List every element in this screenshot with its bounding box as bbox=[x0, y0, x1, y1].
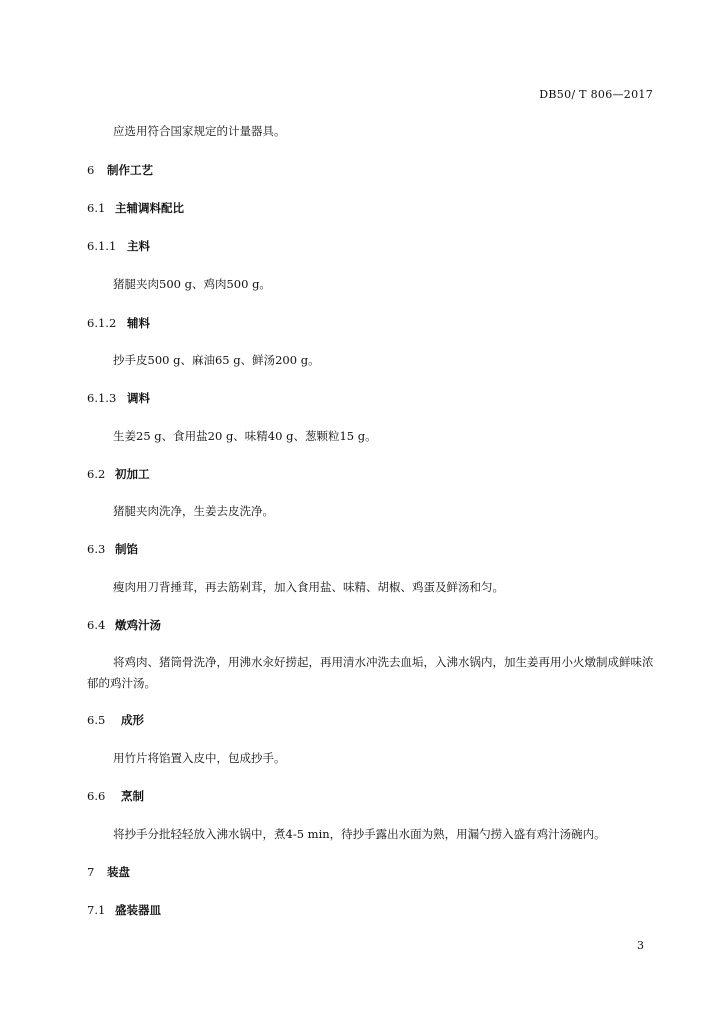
paragraph-auxiliary-ingredients: 抄手皮500 g、麻油65 g、鲜汤200 g。 bbox=[113, 353, 320, 367]
section-6-2-heading bbox=[87, 464, 660, 484]
section-7-heading bbox=[87, 862, 660, 882]
section-title: 初加工 bbox=[115, 467, 150, 481]
section-6-heading bbox=[87, 160, 660, 180]
section-number: 6.3 bbox=[87, 542, 106, 556]
section-title: 装盘 bbox=[107, 865, 130, 879]
section-number: 7 bbox=[87, 865, 95, 879]
section-title: 烹制 bbox=[121, 789, 144, 803]
section-title: 盛装器皿 bbox=[115, 903, 161, 917]
section-title: 燉鸡汁汤 bbox=[115, 618, 161, 632]
paragraph-filling: 瘦肉用刀背捶茸，再去筋剁茸，加入食用盐、味精、胡椒、鸡蛋及鲜汤和匀。 bbox=[113, 580, 504, 594]
section-6-3-heading bbox=[87, 539, 660, 559]
section-number: 6.1.1 bbox=[87, 239, 117, 253]
section-number: 6.2 bbox=[87, 467, 106, 481]
section-title: 制作工艺 bbox=[107, 163, 153, 177]
section-title: 成形 bbox=[121, 713, 144, 727]
section-6-1-3-heading bbox=[87, 388, 660, 408]
section-6-6-heading bbox=[87, 786, 660, 806]
paragraph-initial-processing: 猪腿夹肉洗净，生姜去皮洗净。 bbox=[113, 504, 274, 518]
section-number: 7.1 bbox=[87, 903, 106, 917]
section-title: 辅料 bbox=[127, 316, 150, 330]
document-number: DB50/ T 806—2017 bbox=[539, 88, 653, 101]
section-7-1-heading bbox=[87, 900, 660, 920]
paragraph-main-ingredients: 猪腿夹肉500 g、鸡肉500 g。 bbox=[113, 277, 271, 291]
section-6-4-heading bbox=[87, 615, 660, 635]
page-number: 3 bbox=[637, 939, 644, 952]
section-title: 调料 bbox=[127, 391, 150, 405]
section-6-1-heading bbox=[87, 198, 660, 218]
section-title: 主辅调料配比 bbox=[115, 201, 184, 215]
section-number: 6.6 bbox=[87, 789, 106, 803]
paragraph-seasonings: 生姜25 g、食用盐20 g、味精40 g、葱颗粒15 g。 bbox=[113, 429, 377, 443]
section-number: 6 bbox=[87, 163, 95, 177]
section-number: 6.5 bbox=[87, 713, 106, 727]
section-number: 6.1 bbox=[87, 201, 106, 215]
section-title: 主料 bbox=[127, 239, 150, 253]
section-number: 6.1.2 bbox=[87, 316, 117, 330]
section-6-5-heading bbox=[87, 710, 660, 730]
paragraph-measuring-tools: 应选用符合国家规定的计量器具。 bbox=[113, 124, 286, 138]
section-6-1-1-heading bbox=[87, 236, 660, 256]
section-number: 6.1.3 bbox=[87, 391, 117, 405]
paragraph-shaping: 用竹片将馅置入皮中，包成抄手。 bbox=[113, 751, 286, 765]
paragraph-cooking: 将抄手分批轻轻放入沸水锅中，煮4-5 min，待抄手露出水面为熟，用漏勺捞入盛有鸡汁汤碗内。 bbox=[113, 827, 606, 841]
section-title: 制馅 bbox=[115, 542, 138, 556]
section-6-1-2-heading bbox=[87, 313, 660, 333]
section-number: 6.4 bbox=[87, 618, 106, 632]
paragraph-chicken-soup: 将鸡肉、猪筒骨洗净，用沸水汆好捞起，再用清水冲洗去血垢，入沸水锅内，加生姜再用小火燉制成鲜味浓郁的鸡汁汤。 bbox=[87, 655, 654, 690]
